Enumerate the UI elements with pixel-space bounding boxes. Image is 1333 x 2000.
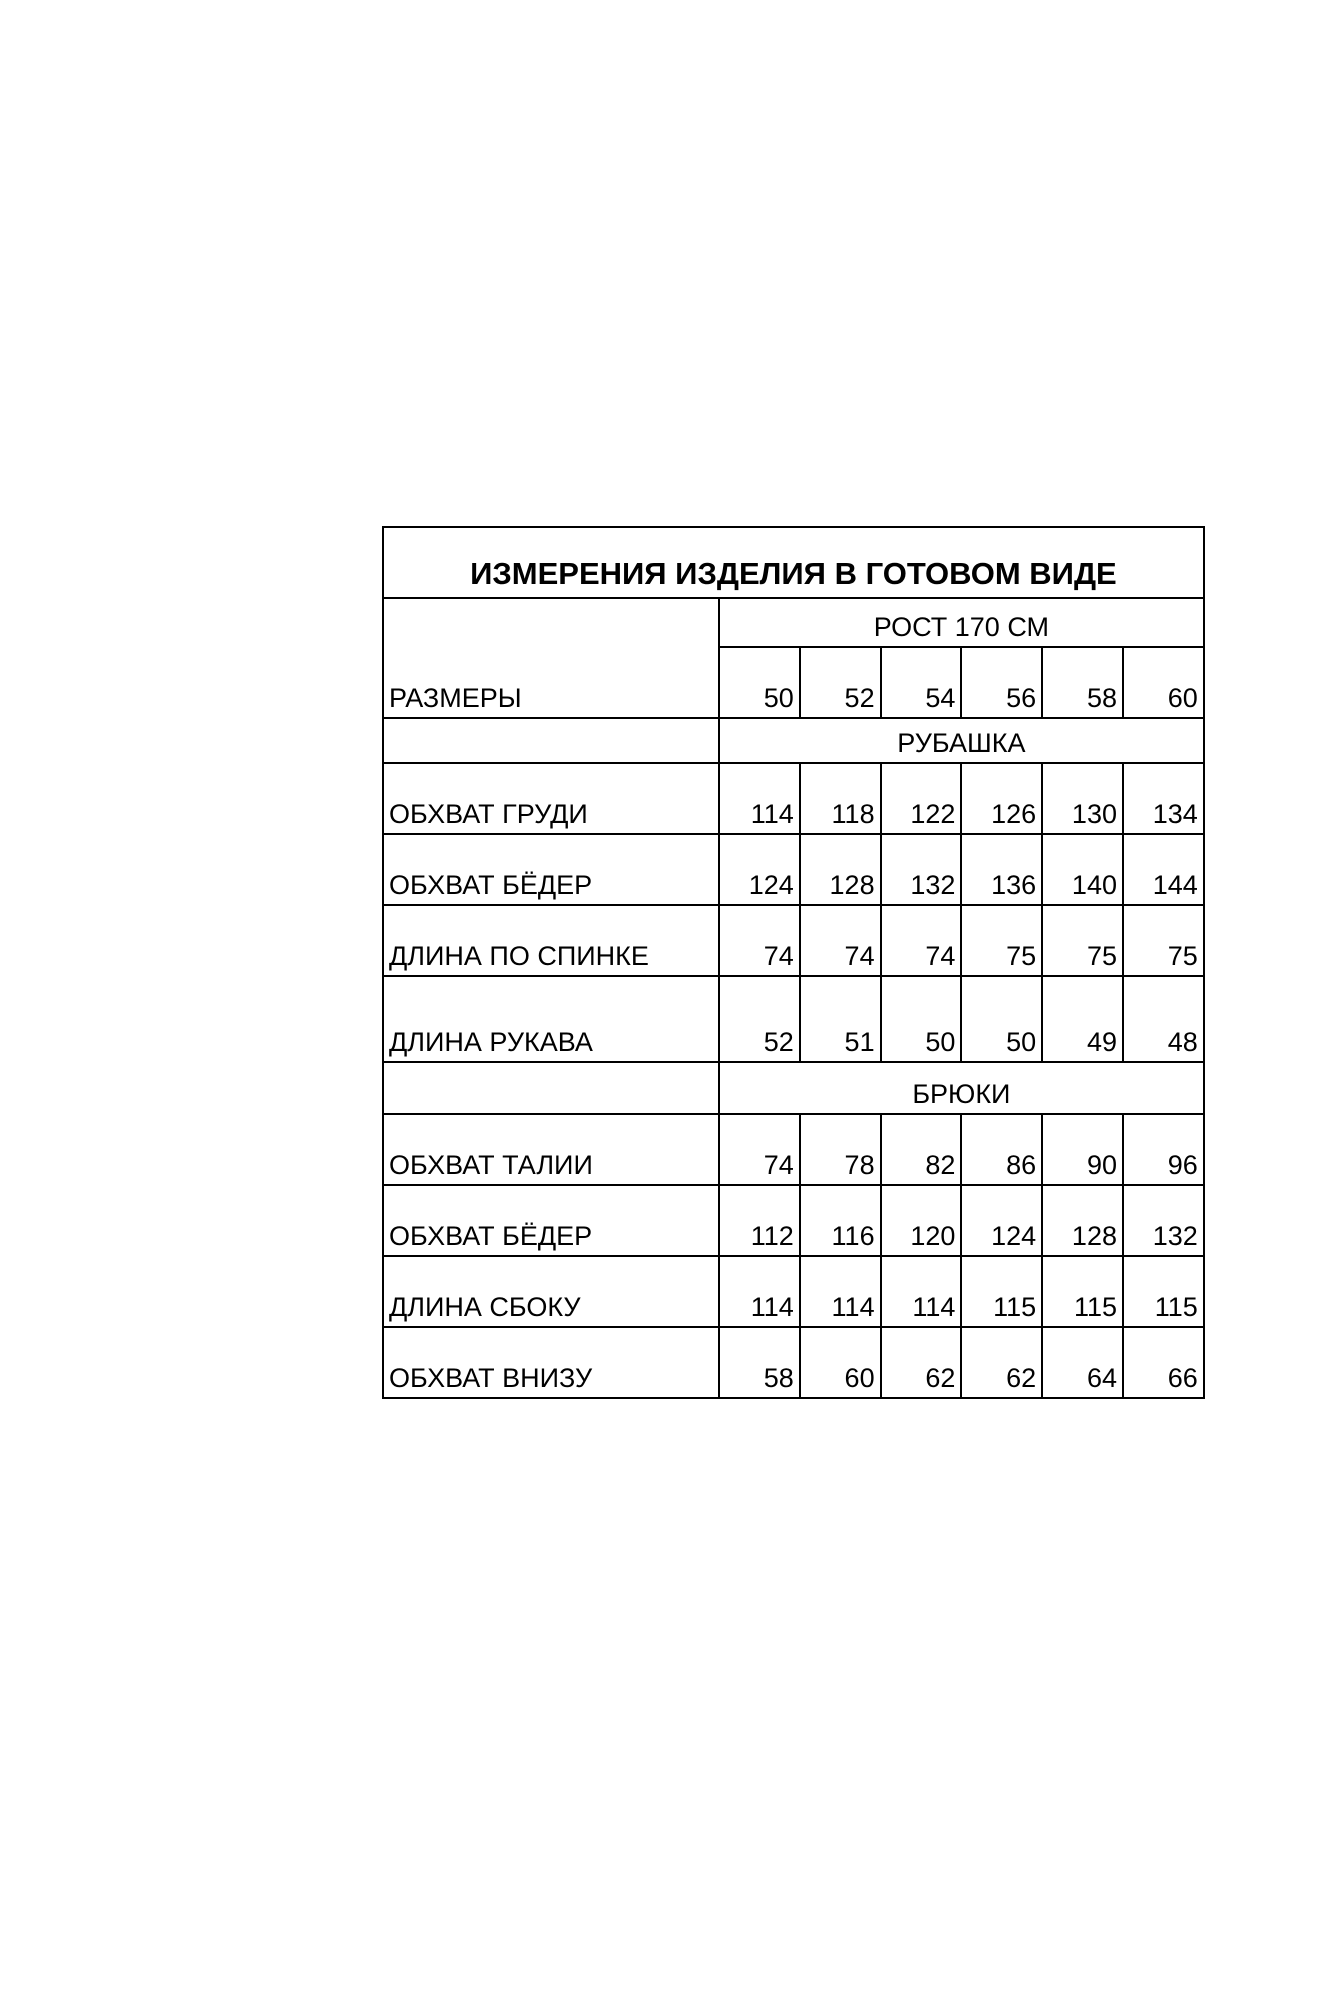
measurement-value: 128 (800, 834, 881, 905)
size-cell: 52 (800, 647, 881, 718)
measurement-value: 51 (800, 976, 881, 1062)
measurement-value: 62 (881, 1327, 962, 1398)
measurement-value: 140 (1042, 834, 1123, 905)
measurement-value: 114 (719, 763, 800, 834)
measurement-label: ОБХВАТ БЁДЕР (383, 1185, 719, 1256)
section-name: БРЮКИ (719, 1062, 1204, 1114)
measurement-value: 115 (1042, 1256, 1123, 1327)
growth-row (383, 598, 1204, 647)
measurement-value: 62 (961, 1327, 1042, 1398)
measurement-value: 114 (881, 1256, 962, 1327)
measurement-value: 78 (800, 1114, 881, 1185)
measurement-value: 115 (1123, 1256, 1204, 1327)
measurement-label: ОБХВАТ БЁДЕР (383, 834, 719, 905)
measurement-value: 86 (961, 1114, 1042, 1185)
section-header-row (383, 718, 1204, 763)
measurement-value: 126 (961, 763, 1042, 834)
measurement-row (383, 1114, 1204, 1185)
section-blank-cell (383, 718, 719, 763)
measurement-value: 96 (1123, 1114, 1204, 1185)
measurement-value: 122 (881, 763, 962, 834)
measurement-value: 64 (1042, 1327, 1123, 1398)
measurement-value: 128 (1042, 1185, 1123, 1256)
sizes-label: РАЗМЕРЫ (383, 598, 719, 718)
measurement-value: 82 (881, 1114, 962, 1185)
measurement-label: ОБХВАТ ГРУДИ (383, 763, 719, 834)
measurement-row (383, 763, 1204, 834)
measurement-row (383, 905, 1204, 976)
measurement-value: 48 (1123, 976, 1204, 1062)
measurement-value: 136 (961, 834, 1042, 905)
size-cell: 56 (961, 647, 1042, 718)
measurement-value: 134 (1123, 763, 1204, 834)
measurement-label: ДЛИНА ПО СПИНКЕ (383, 905, 719, 976)
measurement-value: 114 (800, 1256, 881, 1327)
size-cell: 60 (1123, 647, 1204, 718)
measurement-label: ОБХВАТ ВНИЗУ (383, 1327, 719, 1398)
measurement-value: 74 (800, 905, 881, 976)
size-cell: 58 (1042, 647, 1123, 718)
measurement-value: 50 (881, 976, 962, 1062)
measurement-value: 115 (961, 1256, 1042, 1327)
title-row (383, 527, 1204, 598)
measurement-value: 49 (1042, 976, 1123, 1062)
measurement-value: 124 (719, 834, 800, 905)
measurement-value: 90 (1042, 1114, 1123, 1185)
measurement-value: 120 (881, 1185, 962, 1256)
measurement-value: 66 (1123, 1327, 1204, 1398)
measurement-value: 132 (881, 834, 962, 905)
measurement-label: ДЛИНА СБОКУ (383, 1256, 719, 1327)
measurement-value: 112 (719, 1185, 800, 1256)
measurement-value: 124 (961, 1185, 1042, 1256)
section-blank-cell (383, 1062, 719, 1114)
measurement-value: 60 (800, 1327, 881, 1398)
measurement-value: 74 (719, 905, 800, 976)
measurement-value: 130 (1042, 763, 1123, 834)
measurement-label: ДЛИНА РУКАВА (383, 976, 719, 1062)
measurement-row (383, 1256, 1204, 1327)
measurement-value: 74 (881, 905, 962, 976)
measurement-value: 116 (800, 1185, 881, 1256)
measurement-row (383, 1327, 1204, 1398)
measurement-value: 75 (961, 905, 1042, 976)
measurement-value: 118 (800, 763, 881, 834)
section-name: РУБАШКА (719, 718, 1204, 763)
table-title: ИЗМЕРЕНИЯ ИЗДЕЛИЯ В ГОТОВОМ ВИДЕ (383, 527, 1204, 598)
measurement-value: 114 (719, 1256, 800, 1327)
measurement-value: 58 (719, 1327, 800, 1398)
measurement-value: 52 (719, 976, 800, 1062)
measurement-value: 50 (961, 976, 1042, 1062)
measurement-value: 74 (719, 1114, 800, 1185)
size-chart-table (382, 526, 1205, 1399)
measurement-row (383, 976, 1204, 1062)
measurement-value: 144 (1123, 834, 1204, 905)
size-cell: 50 (719, 647, 800, 718)
growth-label: РОСТ 170 СМ (719, 598, 1204, 647)
measurement-label: ОБХВАТ ТАЛИИ (383, 1114, 719, 1185)
measurement-row (383, 834, 1204, 905)
measurement-value: 75 (1042, 905, 1123, 976)
measurement-value: 75 (1123, 905, 1204, 976)
section-header-row (383, 1062, 1204, 1114)
size-cell: 54 (881, 647, 962, 718)
measurement-value: 132 (1123, 1185, 1204, 1256)
measurement-row (383, 1185, 1204, 1256)
